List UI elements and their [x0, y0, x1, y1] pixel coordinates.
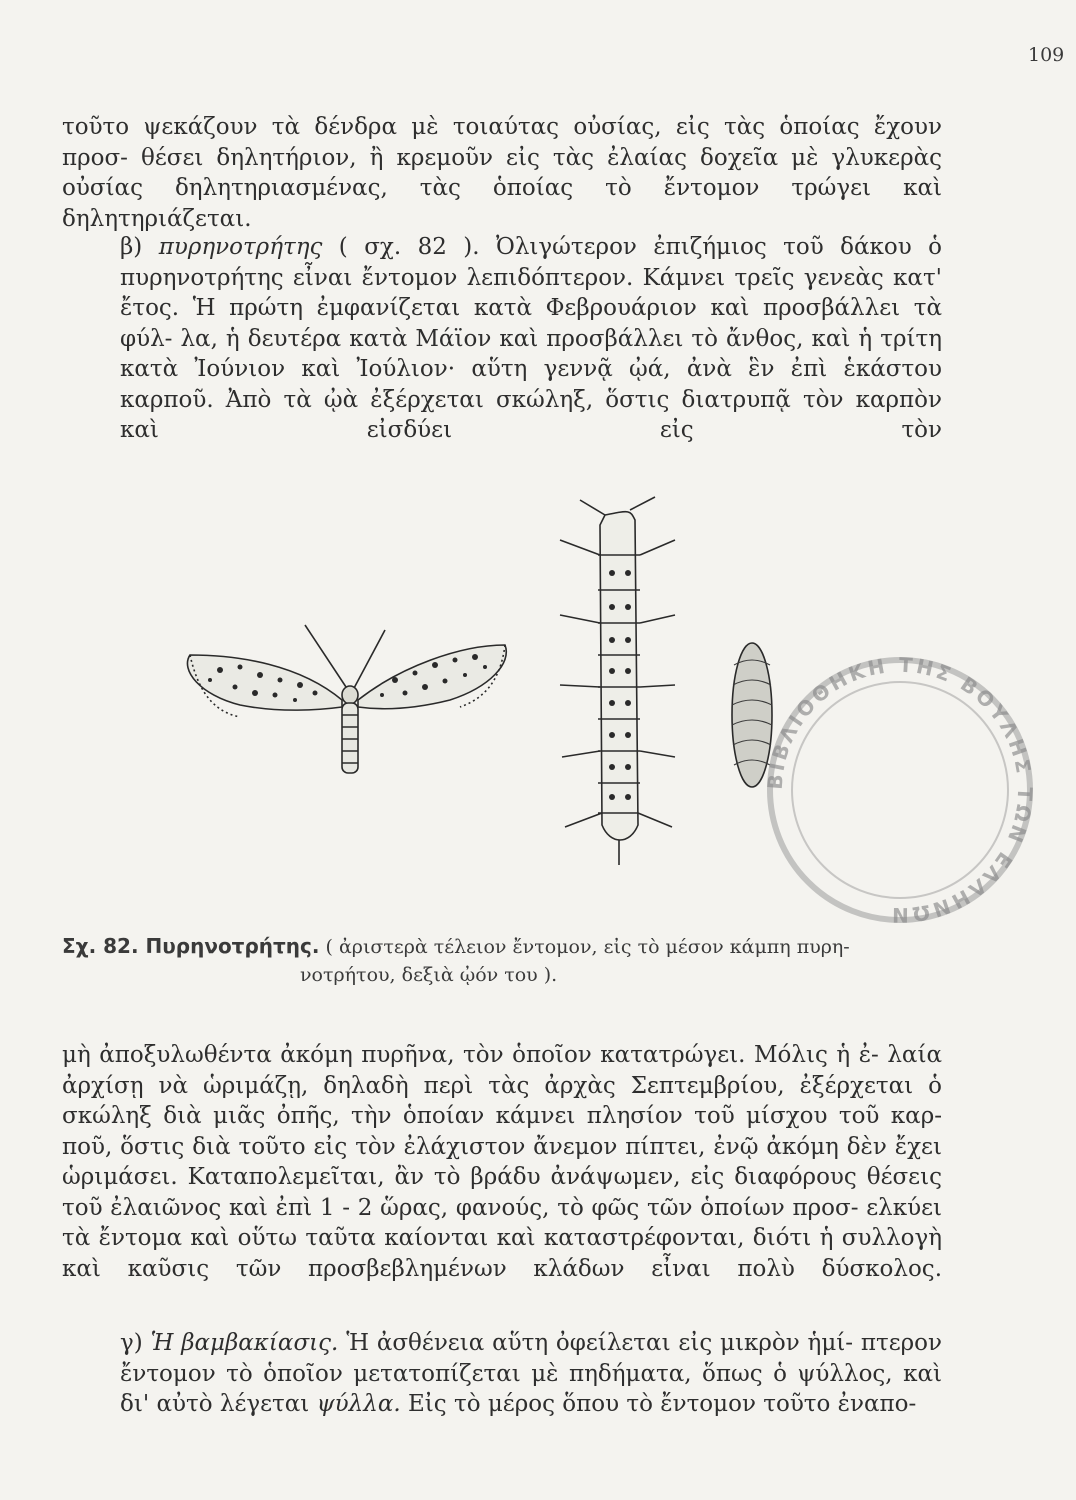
library-stamp — [750, 640, 1050, 940]
paragraph-1: τοῦτο ψεκάζουν τὰ δένδρα μὲ τοιαύτας οὐσίας, εἰς τὰς ὁποίας ἔχουν προσ- θέσει δηλητήριον, ἢ κρεμοῦν εἰς τὰς ἐλαίας δοχεῖα μὲ γλυκερὰς οὐσίας δηλητηριασμένας, τὰς ὁποίας τὸ ἔντομον τρώγει καὶ δηλητηριάζεται. — [62, 114, 942, 232]
paragraph-4 — [62, 1328, 942, 1420]
figure-caption — [62, 932, 942, 989]
list-marker-c: γ) — [120, 1330, 143, 1356]
svg-text:ΒΙΒΛΙΟΘΗΚΗ ΤΗΣ ΒΟΥΛΗΣ ΤΩΝ ΕΛΛΗ: ΒΙΒΛΙΟΘΗΚΗ ΤΗΣ ΒΟΥΛΗΣ ΤΩΝ ΕΛΛΗΝΩΝ — [762, 652, 1038, 928]
caption-line-2: νοτρήτου, δεξιὰ ᾠόν του ). — [300, 964, 558, 986]
term-pyrinotritis: πυρηνοτρήτης — [158, 234, 323, 260]
term-vamvakiasis: Ἡ βαμβακίασις. — [150, 1330, 339, 1356]
caterpillar-illustration — [560, 497, 675, 865]
paragraph-2-body: ( σχ. 82 ). Ὀλιγώτερον ἐπιζήμιος τοῦ δάκου ὁ πυρηνοτρήτης εἶναι ἔντομον λεπιδόπτερον. Κάμνει τρεῖς γενεὰς κατ' ἔτος. Ἡ πρώτη ἐμφανίζεται κατὰ Φεβρουάριον καὶ προσβάλλει τὰ φύλ- λα, ἡ δευτέρα κατὰ Μάϊον καὶ προσβάλλει τὸ ἄνθος, καὶ ἡ τρίτη κατὰ Ἰούνιον καὶ Ἰούλιον· αὕτη γεννᾷ ᾠά, ἀνὰ ἓν ἐπὶ ἑκάστου καρποῦ. Ἀπὸ τὰ ᾠὰ ἐξέρχεται σκώληξ, ὅστις διατρυπᾷ τὸν καρπὸν καὶ εἰσδύει εἰς τὸν — [120, 234, 943, 443]
caption-label: Σχ. 82. Πυρηνοτρήτης. — [62, 934, 320, 958]
paragraph-4-body: Ἡ ἀσθένεια αὕτη ὀφείλεται εἰς μικρὸν ἡμί- πτερον ἔντομον τὸ ὁποῖον μετατοπίζεται μὲ πηδήματα, ὅπως ὁ ψύλλος, καὶ δι' αὐτὸ λέγεται — [120, 1330, 943, 1417]
paragraph-2 — [62, 232, 942, 446]
list-marker-b: β) — [120, 234, 143, 260]
paragraph-4-end: Εἰς τὸ μέρος ὅπου τὸ ἔντομον τοῦτο ἐναπο- — [407, 1391, 917, 1417]
page-number: 109 — [1028, 44, 1065, 66]
term-psylla: ψύλλα. — [316, 1391, 401, 1417]
caption-line-1: ( ἀριστερὰ τέλειον ἔντομον, εἰς τὸ μέσον κάμπη πυρη- — [325, 936, 850, 958]
paragraph-3: μὴ ἀποξυλωθέντα ἀκόμη πυρῆνα, τὸν ὁποῖον κατατρώγει. Μόλις ἡ ἐ- λαία ἀρχίσῃ νὰ ὡριμάζῃ, δηλαδὴ περὶ τὰς ἀρχὰς Σεπτεμβρίου, ἐξέρχεται ὁ σκώληξ διὰ μιᾶς ὀπῆς, τὴν ὁποίαν κάμνει πλησίον τοῦ μίσχου τοῦ καρ- ποῦ, ὅστις διὰ τοῦτο εἰς τὸν ἐλάχιστον ἄνεμον πίπτει, ἐνῷ ἀκόμη δὲν ἔχει ὡριμάσει. Καταπολεμεῖται, ἂν τὸ βράδυ ἀνάψωμεν, εἰς διαφόρους θέσεις τοῦ ἐλαιῶνος καὶ ἐπὶ 1 - 2 ὥρας, φανούς, τὸ φῶς τῶν ὁποίων προσ- ελκύει τὰ ἔντομα καὶ οὕτω ταῦτα καίονται καὶ καταστρέφονται, διότι ἡ συλλογὴ καὶ καῦσις τῶν προσβεβλημένων κλάδων εἶναι πολὺ δύσκολος. — [62, 1042, 942, 1282]
library-stamp-seal — [750, 640, 1050, 940]
moth-illustration — [187, 625, 506, 773]
